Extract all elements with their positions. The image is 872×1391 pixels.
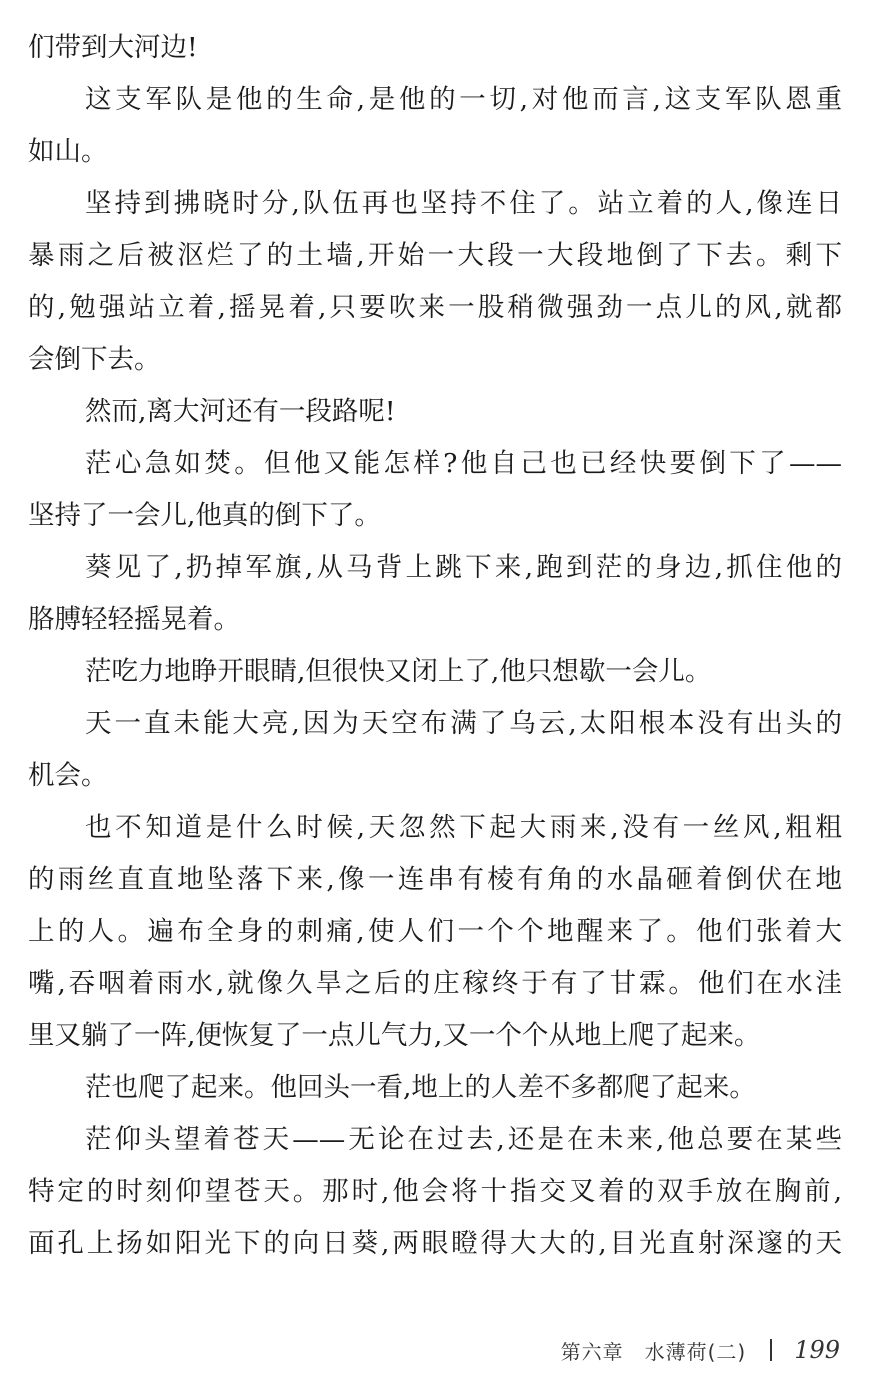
text-line: 也不知道是什么时候,天忽然下起大雨来,没有一丝风,粗粗 [85,812,842,843]
text-line: 胳膊轻轻摇晃着。 [28,604,240,635]
page-footer [561,1330,840,1370]
text-line: 葵见了,扔掉军旗,从马背上跳下来,跑到茫的身边,抓住他的 [85,552,842,583]
chapter-title: 第六章 水薄荷(二) [560,1339,747,1364]
text-line: 茫也爬了起来。他回头一看,地上的人差不多都爬了起来。 [85,1072,756,1103]
text-line: 的,勉强站立着,摇晃着,只要吹来一股稍微强劲一点儿的风,就都 [28,292,842,323]
text-line: 茫仰头望着苍天——无论在过去,还是在未来,他总要在某些 [85,1124,842,1155]
text-line: 上的人。遍布全身的刺痛,使人们一个个地醒来了。他们张着大 [28,916,842,947]
text-line: 茫吃力地睁开眼睛,但很快又闭上了,他只想歇一会儿。 [85,656,712,687]
text-line: 会倒下去。 [28,344,161,375]
text-line: 机会。 [28,760,108,791]
text-line: 茫心急如焚。但他又能怎样?他自己也已经快要倒下了—— [85,448,842,479]
body-text [28,22,842,1270]
text-line: 然而,离大河还有一段路呢! [85,396,396,427]
text-line: 嘴,吞咽着雨水,就像久旱之后的庄稼终于有了甘霖。他们在水洼 [28,968,842,999]
page-number: 199 [794,1336,840,1364]
text-line: 坚持了一会儿,他真的倒下了。 [28,500,381,531]
text-line: 面孔上扬如阳光下的向日葵,两眼瞪得大大的,目光直射深邃的天 [28,1228,842,1259]
footer-divider [770,1339,772,1361]
text-line: 如山。 [28,136,108,167]
text-line: 里又躺了一阵,便恢复了一点儿气力,又一个个从地上爬了起来。 [28,1020,761,1051]
text-line: 天一直未能大亮,因为天空布满了乌云,太阳根本没有出头的 [85,708,842,739]
text-line: 们带到大河边! [28,32,198,63]
text-line: 这支军队是他的生命,是他的一切,对他而言,这支军队恩重 [85,84,842,115]
text-line: 的雨丝直直地坠落下来,像一连串有棱有角的水晶砸着倒伏在地 [28,864,842,895]
text-line: 暴雨之后被沤烂了的土墙,开始一大段一大段地倒了下去。剩下 [28,240,842,271]
text-line: 特定的时刻仰望苍天。那时,他会将十指交叉着的双手放在胸前, [28,1176,842,1207]
text-line: 坚持到拂晓时分,队伍再也坚持不住了。站立着的人,像连日 [85,188,842,219]
